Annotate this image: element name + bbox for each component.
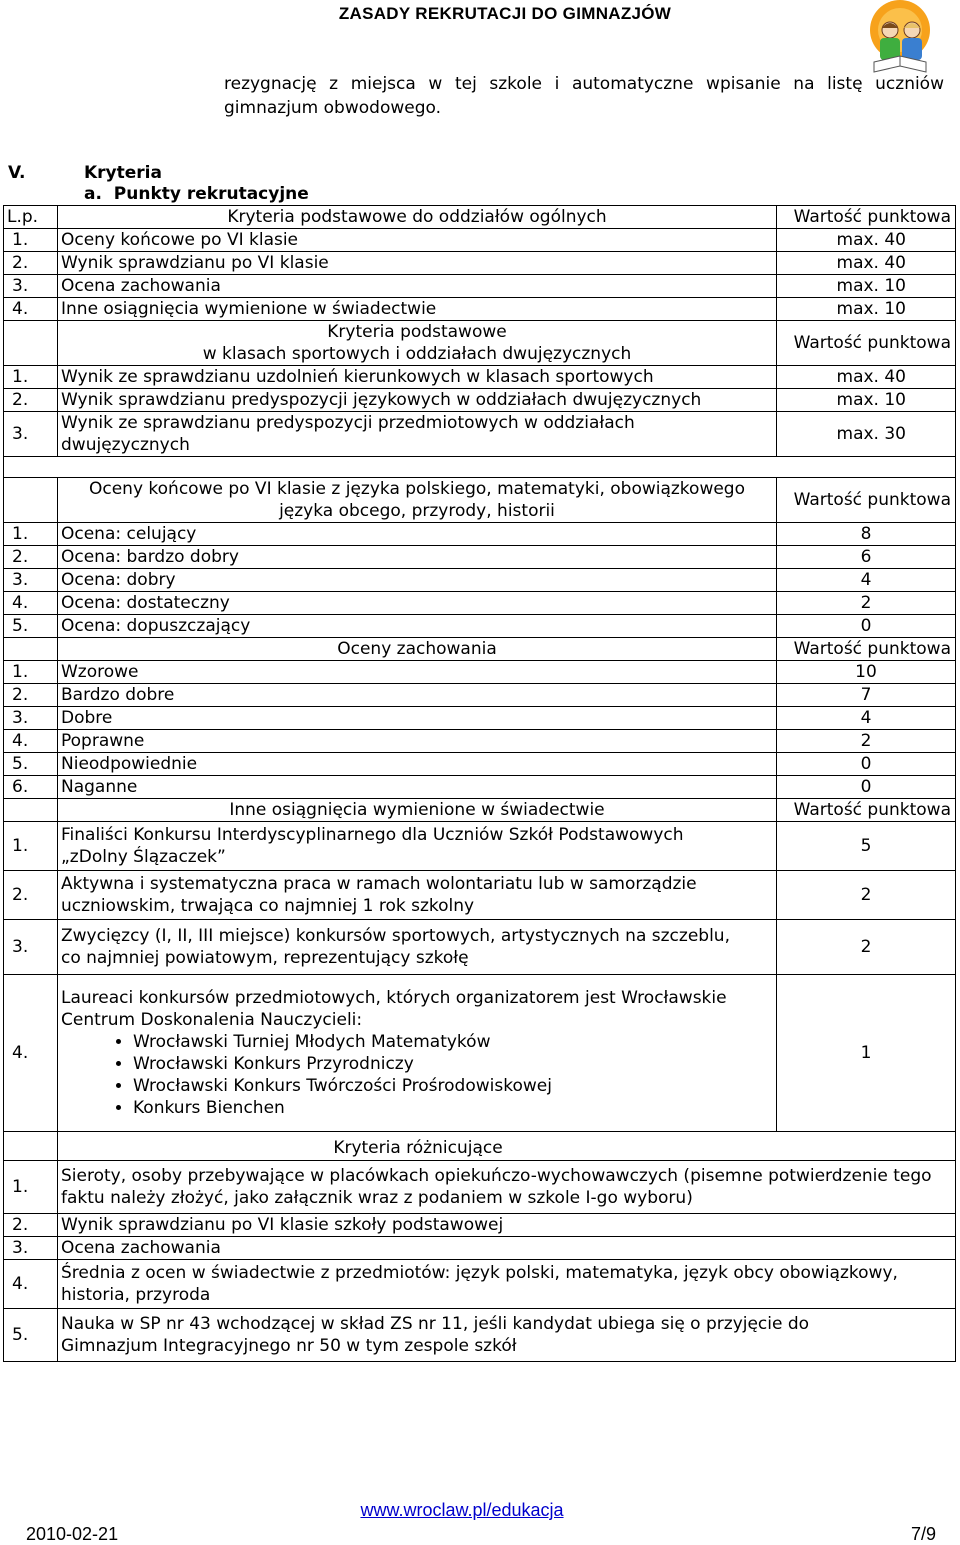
- row-number: 3.: [4, 275, 58, 298]
- row-text: Nieodpowiednie: [58, 753, 777, 776]
- row-number: 4.: [4, 592, 58, 615]
- row-text: Ocena: dopuszczający: [58, 615, 777, 638]
- section-title: Kryteria: [84, 163, 162, 183]
- table3-header: Oceny końcowe po VI klasie z języka polskiego, matematyki, obowiązkowego języka obcego, przyrody, historii: [58, 478, 777, 523]
- row-value: 2: [777, 730, 956, 753]
- table-row: [4, 975, 956, 1132]
- table-row: [4, 615, 956, 638]
- row-number: 1.: [4, 661, 58, 684]
- row-text: Ocena: dobry: [58, 569, 777, 592]
- row-number: 1.: [4, 366, 58, 389]
- row-text: Nauka w SP nr 43 wchodzącej w skład ZS nr 11, jeśli kandydat ubiega się o przyjęcie do Gimnazjum Integracyjnego nr 50 w tym zespole szkół: [58, 1309, 956, 1362]
- row-number: 2.: [4, 252, 58, 275]
- row-number: 5.: [4, 1309, 58, 1362]
- row-text: Dobre: [58, 707, 777, 730]
- row-number: 1.: [4, 822, 58, 871]
- value-header: Wartość punktowa: [777, 478, 956, 523]
- table-header-row: [4, 638, 956, 661]
- table-row: [4, 871, 956, 920]
- table-header-row: [4, 321, 956, 366]
- intro-paragraph: rezygnację z miejsca w tej szkole i automatyczne wpisanie na listę uczniów gimnazjum obwodowego.: [224, 74, 944, 118]
- row-value: 2: [777, 920, 956, 975]
- row-value: max. 30: [777, 412, 956, 457]
- subsection-heading: [84, 184, 309, 204]
- row-number: 5.: [4, 615, 58, 638]
- row-number: 2.: [4, 389, 58, 412]
- table-row: [4, 523, 956, 546]
- table6-header: Kryteria różnicujące: [58, 1132, 956, 1161]
- subsection-title: Punkty rekrutacyjne: [113, 184, 309, 204]
- table2-header: [58, 321, 777, 366]
- row-number: 6.: [4, 776, 58, 799]
- row-number: 1.: [4, 523, 58, 546]
- row-value: 7: [777, 684, 956, 707]
- table-row: [4, 822, 956, 871]
- subsection-number: a.: [84, 184, 102, 204]
- row-number: 3.: [4, 569, 58, 592]
- table-row: [4, 569, 956, 592]
- table-row: [4, 707, 956, 730]
- row-value: max. 10: [777, 298, 956, 321]
- row-number: 3.: [4, 920, 58, 975]
- row-number: 4.: [4, 730, 58, 753]
- row-value: 6: [777, 546, 956, 569]
- table-row: [4, 1214, 956, 1237]
- row-text: Zwycięzcy (I, II, III miejsce) konkursów sportowych, artystycznych na szczeblu, co najmniej powiatowym, reprezentujący szkołę: [58, 920, 777, 975]
- table-header-row: [4, 206, 956, 229]
- table-row: [4, 592, 956, 615]
- row-text: Bardzo dobre: [58, 684, 777, 707]
- row-text: Średnia z ocen w świadectwie z przedmiotów: język polski, matematyka, język obcy obowiązkowy, historia, przyroda: [58, 1260, 956, 1309]
- row-number: 2.: [4, 871, 58, 920]
- lp-header: L.p.: [4, 206, 58, 229]
- row-number: 4.: [4, 975, 58, 1132]
- table-row: [4, 389, 956, 412]
- row-value: 2: [777, 592, 956, 615]
- row-text: Ocena: celujący: [58, 523, 777, 546]
- table-header-row: [4, 799, 956, 822]
- footer-page-number: 7/9: [910, 1524, 936, 1544]
- row-number: 4.: [4, 1260, 58, 1309]
- value-header: Wartość punktowa: [777, 321, 956, 366]
- row-text: Wynik ze sprawdzianu uzdolnień kierunkowych w klasach sportowych: [58, 366, 777, 389]
- row-value: 4: [777, 707, 956, 730]
- footer-website-link[interactable]: www.wroclaw.pl/edukacja: [360, 1500, 564, 1520]
- value-header: Wartość punktowa: [777, 638, 956, 661]
- table-row: [4, 920, 956, 975]
- row-text: Wzorowe: [58, 661, 777, 684]
- row-text: Aktywna i systematyczna praca w ramach wolontariatu lub w samorządzie uczniowskim, trwająca co najmniej 1 rok szkolny: [58, 871, 777, 920]
- table-header-row: [4, 478, 956, 523]
- table-row: [4, 298, 956, 321]
- criteria-table: [3, 205, 956, 1362]
- row-number: 1.: [4, 1161, 58, 1214]
- table2-header-line1: Kryteria podstawowe: [327, 322, 507, 342]
- row-text: Inne osiągnięcia wymienione w świadectwie: [58, 298, 777, 321]
- row-value: 0: [777, 753, 956, 776]
- row-number: 2.: [4, 684, 58, 707]
- table-row: [4, 412, 956, 457]
- row-text: Ocena zachowania: [58, 275, 777, 298]
- table-row: [4, 275, 956, 298]
- page-header-title: ZASADY REKRUTACJI DO GIMNAZJÓW: [338, 4, 672, 23]
- value-header: Wartość punktowa: [777, 206, 956, 229]
- row-text: Poprawne: [58, 730, 777, 753]
- row-text: Ocena: dostateczny: [58, 592, 777, 615]
- row-value: max. 10: [777, 389, 956, 412]
- bullet-list: [61, 1031, 736, 1119]
- table-row: [4, 1260, 956, 1309]
- row-text: Wynik ze sprawdzianu predyspozycji przedmiotowych w oddziałach dwujęzycznych: [58, 412, 777, 457]
- table-row: [4, 366, 956, 389]
- table4-header: Oceny zachowania: [58, 638, 777, 661]
- row-value: 4: [777, 569, 956, 592]
- row-number: 4.: [4, 298, 58, 321]
- table-row: [4, 1161, 956, 1214]
- row-number: 3.: [4, 707, 58, 730]
- row-value: max. 40: [777, 229, 956, 252]
- table-row: [4, 776, 956, 799]
- list-item: • Wrocławski Konkurs Przyrodniczy: [133, 1053, 736, 1075]
- row-text: Naganne: [58, 776, 777, 799]
- table-row: [4, 730, 956, 753]
- row-text: Wynik sprawdzianu po VI klasie szkoły podstawowej: [58, 1214, 956, 1237]
- list-item: • Konkurs Bienchen: [133, 1097, 736, 1119]
- table-row: [4, 753, 956, 776]
- row-value: 0: [777, 776, 956, 799]
- table-row: [4, 684, 956, 707]
- table-row: [4, 661, 956, 684]
- row-text: Ocena zachowania: [58, 1237, 956, 1260]
- row-value: max. 40: [777, 252, 956, 275]
- footer-date: 2010-02-21: [26, 1524, 119, 1544]
- row-value: max. 40: [777, 366, 956, 389]
- row-value: max. 10: [777, 275, 956, 298]
- row-value: 10: [777, 661, 956, 684]
- table-row: [4, 1309, 956, 1362]
- row-number: 2.: [4, 546, 58, 569]
- row-text: Wynik sprawdzianu predyspozycji językowych w oddziałach dwujęzycznych: [58, 389, 777, 412]
- table2-header-line2: w klasach sportowych i oddziałach dwujęzycznych: [202, 344, 632, 364]
- table5-header: Inne osiągnięcia wymienione w świadectwie: [58, 799, 777, 822]
- list-item: • Wrocławski Turniej Młodych Matematyków: [133, 1031, 736, 1053]
- row-value: 1: [777, 975, 956, 1132]
- table-row: [4, 229, 956, 252]
- row-text: Laureaci konkursów przedmiotowych, których organizatorem jest Wrocławskie Centrum Doskonalenia Nauczycieli:: [61, 988, 727, 1030]
- row-value: 5: [777, 822, 956, 871]
- row-value: 0: [777, 615, 956, 638]
- table1-header: Kryteria podstawowe do oddziałów ogólnych: [58, 206, 777, 229]
- row-number: 5.: [4, 753, 58, 776]
- list-item: • Wrocławski Konkurs Twórczości Prośrodowiskowej: [133, 1075, 736, 1097]
- section-number: V.: [8, 163, 26, 183]
- row-value: 2: [777, 871, 956, 920]
- row-text: Wynik sprawdzianu po VI klasie: [58, 252, 777, 275]
- table-row: [4, 1237, 956, 1260]
- table-row: [4, 252, 956, 275]
- table-header-row: [4, 1132, 956, 1161]
- row-text: Oceny końcowe po VI klasie: [58, 229, 777, 252]
- row-text: Ocena: bardzo dobry: [58, 546, 777, 569]
- value-header: Wartość punktowa: [777, 799, 956, 822]
- row-number: 1.: [4, 229, 58, 252]
- school-children-logo-icon: [852, 0, 934, 80]
- row-number: 2.: [4, 1214, 58, 1237]
- table-row: [4, 546, 956, 569]
- row-number: 3.: [4, 1237, 58, 1260]
- row-text: Sieroty, osoby przebywające w placówkach opiekuńczo-wychowawczych (pisemne potwierdzenie tego faktu należy złożyć, jako załącznik wraz z podaniem w szkole I-go wyboru): [58, 1161, 956, 1214]
- row-text: Finaliści Konkursu Interdyscyplinarnego dla Uczniów Szkół Podstawowych „zDolny Ślązaczek”: [58, 822, 777, 871]
- row-value: 8: [777, 523, 956, 546]
- row-number: 3.: [4, 412, 58, 457]
- row-text-with-bullets: [58, 975, 777, 1132]
- spacer-row: [4, 457, 956, 478]
